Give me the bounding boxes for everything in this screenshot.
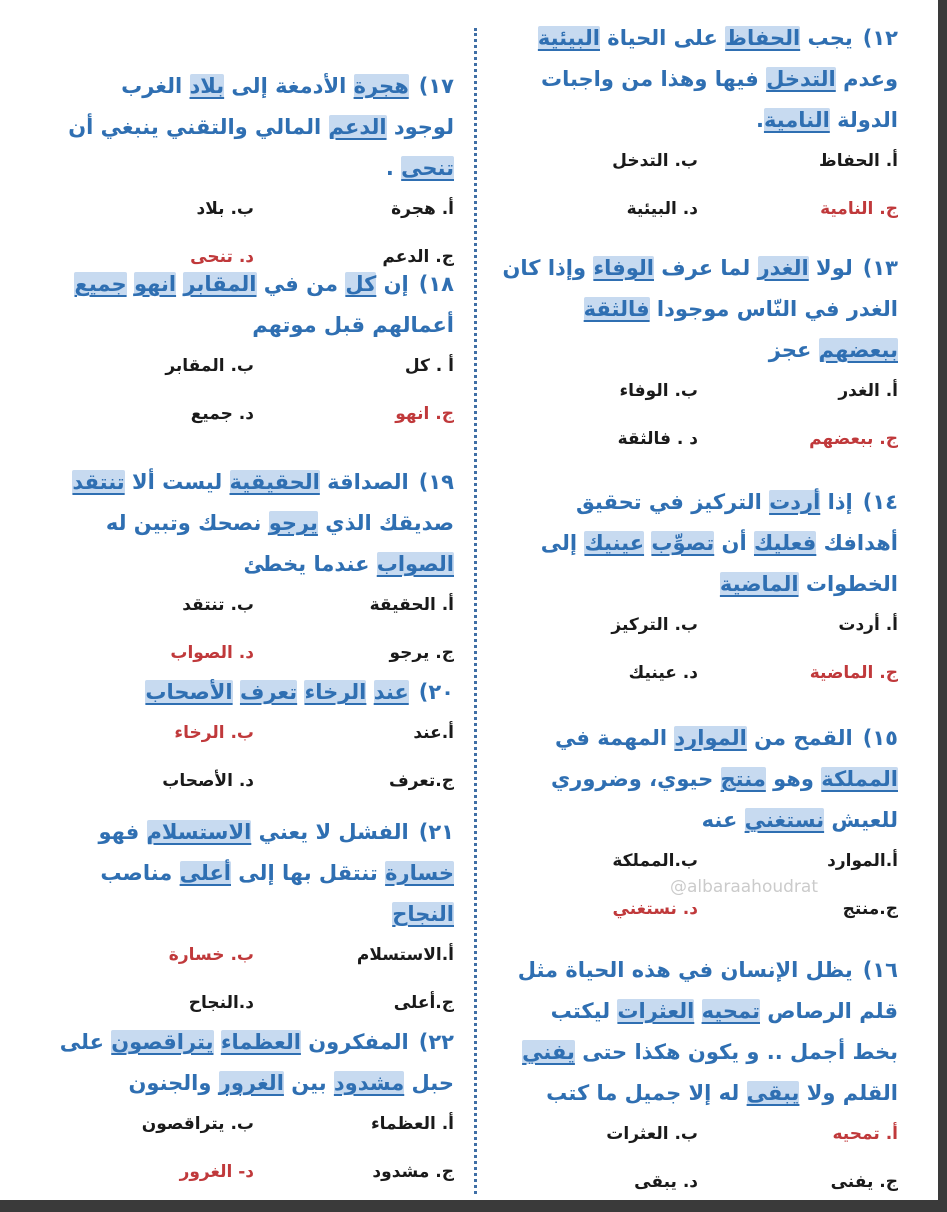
answer-options	[498, 609, 898, 703]
highlighted-word: العثرات	[617, 999, 695, 1023]
question-number: ٢٠)	[418, 680, 454, 704]
answer-option: ج. مشدود	[372, 1162, 454, 1182]
highlighted-word: البيئية	[537, 26, 600, 50]
stem-text	[214, 1030, 221, 1054]
answer-option: د. جميع	[190, 404, 254, 424]
answer-option: أ. الحقيقة	[369, 595, 454, 615]
stem-text: القلم ولا	[799, 1081, 898, 1105]
question-stem	[54, 264, 454, 346]
answer-option: د. يبقى	[634, 1172, 698, 1192]
answer-option: ب. المقابر	[165, 356, 254, 376]
highlighted-word: تصوِّب	[651, 531, 715, 555]
answer-option-correct: د. تنحى	[190, 247, 254, 267]
question-number: ١٣)	[862, 256, 898, 280]
answer-option: ب. التدخل	[612, 151, 698, 171]
question-22	[54, 1022, 454, 1202]
question-13	[498, 248, 898, 469]
answer-options	[498, 375, 898, 469]
highlighted-word: نستغني	[744, 808, 825, 832]
stem-text: صديقك الذي	[317, 511, 454, 535]
highlighted-word: تنحى	[401, 156, 454, 180]
answer-option-correct: ج. انهو	[395, 404, 454, 424]
answer-option: ب. العثرات	[606, 1124, 698, 1144]
highlighted-word: الاستسلام	[146, 820, 252, 844]
highlighted-word: بلاد	[189, 74, 225, 98]
stem-text: ليست ألا	[124, 470, 230, 494]
answer-option: أ. الحفاظ	[819, 151, 898, 171]
answer-options	[54, 939, 454, 1033]
stem-text: حيوي، وضروري للعيش	[551, 767, 898, 832]
question-number: ١٦)	[862, 958, 898, 982]
stem-text: على الحياة	[599, 26, 726, 50]
answer-options	[498, 145, 898, 239]
stem-text: أعمالهم قبل موتهم	[252, 313, 454, 337]
question-stem	[54, 812, 454, 935]
question-number: ١٤)	[862, 490, 898, 514]
highlighted-word: فعليك	[753, 531, 817, 555]
question-stem	[498, 482, 898, 605]
stem-text: القمح من	[746, 726, 853, 750]
highlighted-word: المقابر	[183, 272, 257, 296]
stem-text: وإذا كان الغدر في النّاس موجودا	[502, 256, 898, 321]
highlighted-word: تنتقد	[72, 470, 125, 494]
answer-options	[54, 1108, 454, 1202]
watermark: @albaraahoudrat	[670, 877, 818, 897]
answer-option: د. الأصحاب	[162, 771, 254, 791]
question-number: ١٢)	[862, 26, 898, 50]
stem-text: أن	[714, 531, 754, 555]
answer-option: أ. الغدر	[838, 381, 898, 401]
stem-text: المفكرون	[300, 1030, 409, 1054]
answer-option: أ.عند	[413, 723, 454, 743]
highlighted-word: الأصحاب	[145, 680, 233, 704]
answer-option: ج. يفنى	[830, 1172, 898, 1192]
highlighted-word: هجرة	[353, 74, 409, 98]
highlighted-word: خسارة	[385, 861, 454, 885]
answer-option-correct: ج. ببعضهم	[809, 429, 898, 449]
highlighted-word: الحقيقية	[229, 470, 320, 494]
question-stem	[498, 248, 898, 371]
highlighted-word: يفني	[522, 1040, 575, 1064]
column-divider	[474, 28, 477, 1194]
highlighted-word: الغدر	[757, 256, 809, 280]
highlighted-word: الحفاظ	[725, 26, 801, 50]
stem-text: مناصب	[100, 861, 180, 885]
question-15	[498, 718, 898, 939]
question-12	[498, 18, 898, 239]
question-17	[54, 66, 454, 287]
highlighted-word: الماضية	[719, 572, 799, 596]
highlighted-word: عينيك	[584, 531, 645, 555]
highlighted-word: جميع	[74, 272, 127, 296]
stem-text: لولا	[808, 256, 853, 280]
highlighted-word: النامية	[763, 108, 830, 132]
stem-text: عنه	[701, 808, 745, 832]
answer-option: ج.تعرف	[388, 771, 454, 791]
answer-option: ب. تنتقد	[182, 595, 254, 615]
stem-text: نصحك وتبين له	[105, 511, 269, 535]
stem-text	[127, 272, 134, 296]
stem-text: التركيز في تحقيق أهدافك	[575, 490, 898, 555]
answer-option: ب. التركيز	[611, 615, 698, 635]
answer-options	[54, 589, 454, 683]
stem-text: وعدم	[835, 67, 898, 91]
answer-option: د. البيئية	[626, 199, 698, 219]
answer-option: أ.الموارد	[827, 851, 898, 871]
stem-text: الصداقة	[319, 470, 409, 494]
stem-text: عندما يخطئ	[243, 552, 377, 576]
stem-text: فهو	[98, 820, 147, 844]
stem-text: فيها وهذا من واجبات الدولة	[540, 67, 898, 132]
answer-option: أ.الاستسلام	[356, 945, 454, 965]
stem-text: يجب	[800, 26, 853, 50]
answer-option: أ. أردت	[838, 615, 898, 635]
answer-option-correct: ج. الماضية	[809, 663, 898, 683]
stem-text: تنتقل بها إلى	[231, 861, 386, 885]
highlighted-word: الغرور	[218, 1071, 284, 1095]
highlighted-word: منتج	[720, 767, 766, 791]
highlighted-word: يتراقصون	[111, 1030, 214, 1054]
answer-option-correct: أ. تمحيه	[832, 1124, 898, 1144]
answer-option-correct: ج. النامية	[820, 199, 898, 219]
stem-text: الغرب لوجود	[121, 74, 454, 139]
answer-option: د . فالثقة	[617, 429, 698, 449]
question-18	[54, 264, 454, 444]
question-16	[498, 950, 898, 1212]
highlighted-word: فالثقة	[583, 297, 650, 321]
stem-text: يظل الإنسان في هذه الحياة مثل قلم الرصاص	[517, 958, 898, 1023]
answer-option: ج. يرجو	[389, 643, 454, 663]
question-stem	[498, 18, 898, 141]
answer-option: ب. بلاد	[196, 199, 254, 219]
question-21	[54, 812, 454, 1033]
stem-text	[233, 680, 240, 704]
highlighted-word: الدعم	[328, 115, 387, 139]
question-19	[54, 462, 454, 683]
stem-text: الفشل لا يعني	[251, 820, 409, 844]
question-number: ١٥)	[862, 726, 898, 750]
answer-option: ج.منتج	[842, 899, 898, 919]
answer-option: أ. العظماء	[370, 1114, 454, 1134]
stem-text: إلى الخطوات	[540, 531, 898, 596]
answer-option: ب.المملكة	[612, 851, 698, 871]
stem-text: الأدمغة إلى	[224, 74, 354, 98]
highlighted-word: كل	[345, 272, 377, 296]
highlighted-word: انهو	[133, 272, 177, 296]
highlighted-word: أعلى	[179, 861, 231, 885]
stem-text: .	[385, 156, 402, 180]
question-20	[54, 672, 454, 811]
stem-text: ليكتب بخط أجمل .. و يكون هكذا حتى	[550, 999, 898, 1064]
stem-text: بين	[283, 1071, 334, 1095]
stem-text	[694, 999, 701, 1023]
answer-option: أ . كل	[404, 356, 454, 376]
stem-text: إذا	[820, 490, 853, 514]
question-stem	[54, 672, 454, 713]
stem-text: لما عرف	[653, 256, 758, 280]
stem-text: له إلا جميل ما كتب	[546, 1081, 747, 1105]
stem-text	[366, 680, 373, 704]
answer-options	[54, 350, 454, 444]
question-stem	[54, 462, 454, 585]
highlighted-word: ببعضهم	[818, 338, 898, 362]
question-stem	[54, 1022, 454, 1104]
highlighted-word: مشدود	[333, 1071, 405, 1095]
highlighted-word: تمحيه	[701, 999, 760, 1023]
answer-option-correct: د. نستغني	[612, 899, 698, 919]
question-number: ٢١)	[418, 820, 454, 844]
question-14	[498, 482, 898, 703]
answer-option: ب. الوفاء	[619, 381, 698, 401]
question-number: ٢٢)	[418, 1030, 454, 1054]
highlighted-word: العظماء	[220, 1030, 301, 1054]
stem-text: من في	[256, 272, 346, 296]
answer-option-correct: ب. الرخاء	[174, 723, 254, 743]
highlighted-word: أردت	[769, 490, 821, 514]
answer-option-correct: ب. خسارة	[168, 945, 254, 965]
highlighted-word: المملكة	[821, 767, 898, 791]
highlighted-word: الوفاء	[593, 256, 654, 280]
question-number: ١٧)	[418, 74, 454, 98]
answer-option: ج. الدعم	[382, 247, 454, 267]
stem-text: المهمة في	[554, 726, 675, 750]
highlighted-word: النجاح	[392, 902, 454, 926]
stem-text: وهو	[765, 767, 822, 791]
question-number: ١٩)	[418, 470, 454, 494]
highlighted-word: يبقى	[746, 1081, 800, 1105]
answer-option: د. عينيك	[628, 663, 698, 683]
answer-option-correct: د. الصواب	[170, 643, 254, 663]
highlighted-word: يرجو	[268, 511, 318, 535]
stem-text: على حبل	[59, 1030, 454, 1095]
answer-option: ب. يتراقصون	[141, 1114, 254, 1134]
highlighted-word: الصواب	[376, 552, 454, 576]
answer-options	[498, 1118, 898, 1212]
highlighted-word: عند	[373, 680, 409, 704]
stem-text: عجز	[768, 338, 819, 362]
stem-text: المالي والتقني ينبغي أن	[68, 115, 329, 139]
answer-option: د.النجاح	[188, 993, 254, 1013]
highlighted-word: الموارد	[674, 726, 747, 750]
question-stem	[54, 66, 454, 189]
question-stem	[498, 950, 898, 1114]
stem-text: والجنون	[128, 1071, 219, 1095]
highlighted-word: التدخل	[766, 67, 836, 91]
highlighted-word: تعرف	[239, 680, 298, 704]
question-stem	[498, 718, 898, 841]
stem-text: إن	[376, 272, 409, 296]
answer-option-correct: د- الغرور	[179, 1162, 254, 1182]
highlighted-word: الرخاء	[304, 680, 367, 704]
answer-option: ج.أعلى	[393, 993, 454, 1013]
answer-option: أ. هجرة	[391, 199, 454, 219]
stem-text: .	[755, 108, 764, 132]
answer-options	[54, 717, 454, 811]
question-number: ١٨)	[418, 272, 454, 296]
